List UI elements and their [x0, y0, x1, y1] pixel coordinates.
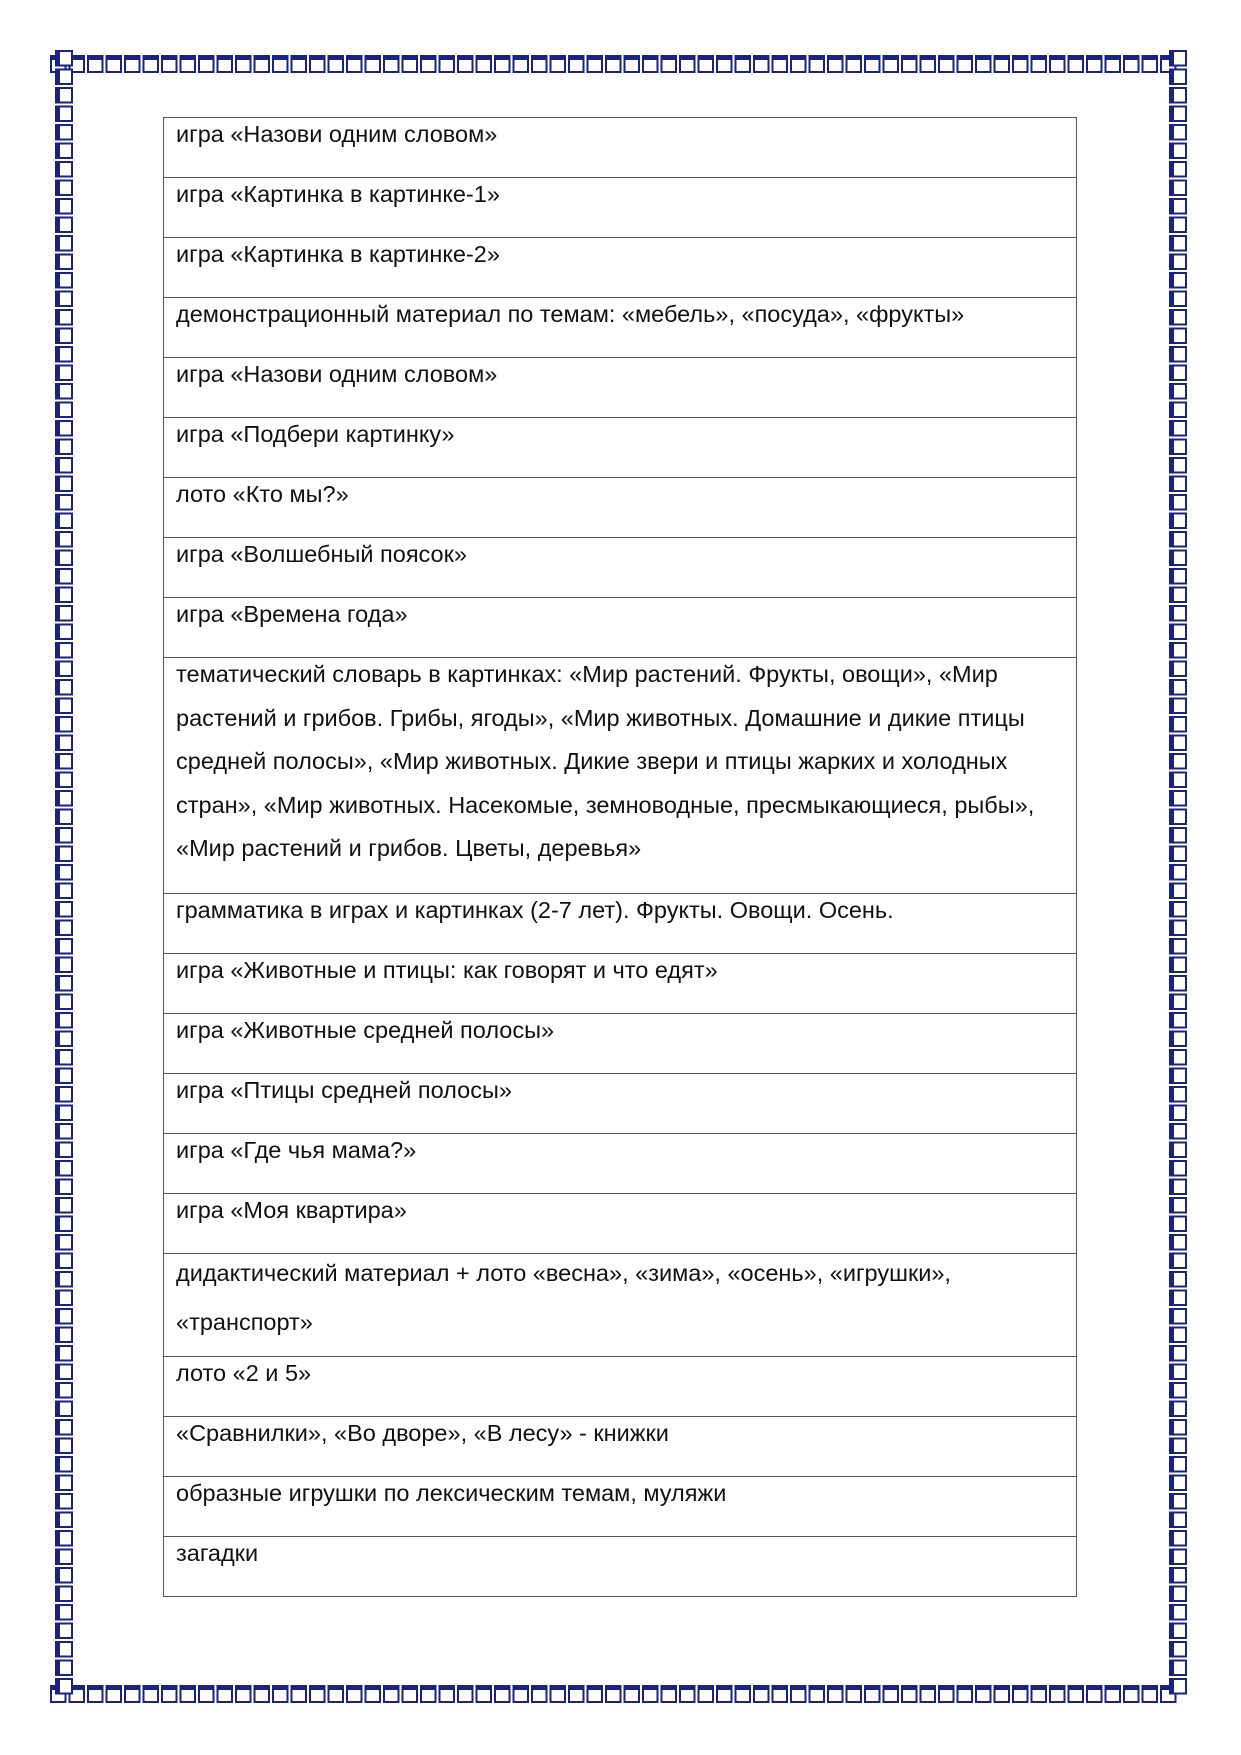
table-row	[164, 1194, 1077, 1254]
table-cell	[164, 178, 1077, 238]
materials-table	[163, 117, 1077, 1597]
table-row	[164, 418, 1077, 478]
cell-text: «Сравнилки», «Во дворе», «В лесу» - книжки	[176, 1420, 669, 1446]
table-row	[164, 894, 1077, 954]
table-row	[164, 1537, 1077, 1597]
cell-text: загадки	[176, 1540, 259, 1566]
table-row	[164, 238, 1077, 298]
decorative-border-top	[50, 50, 1192, 78]
table-row	[164, 298, 1077, 358]
table-cell	[164, 1194, 1077, 1254]
decorative-border-right	[1164, 50, 1192, 1708]
table-cell	[164, 358, 1077, 418]
table-row	[164, 1074, 1077, 1134]
table-row	[164, 118, 1077, 178]
cell-text: тематический словарь в картинках: «Мир растений. Фрукты, овощи», «Мир растений и грибов. Грибы, ягоды», «Мир животных. Домашние и дикие птицы средней полосы», «Мир животных. Дикие звери и птицы жарких и холодных стран», «Мир животных. Насекомые, земноводные, пресмыкающиеся, рыбы», «Мир растений и грибов. Цветы, деревья»	[176, 661, 1035, 861]
table-row	[164, 178, 1077, 238]
table-cell	[164, 238, 1077, 298]
table-cell	[164, 298, 1077, 358]
table-row	[164, 1417, 1077, 1477]
table-row	[164, 598, 1077, 658]
table-cell	[164, 1014, 1077, 1074]
table-row	[164, 1357, 1077, 1417]
cell-text: игра «Картинка в картинке-1»	[176, 181, 500, 207]
table-cell	[164, 1477, 1077, 1537]
table-row	[164, 358, 1077, 418]
cell-text: игра «Моя квартира»	[176, 1197, 407, 1223]
cell-text: игра «Подбери картинку»	[176, 421, 455, 447]
table-row	[164, 658, 1077, 894]
cell-text: игра «Картинка в картинке-2»	[176, 241, 500, 267]
table-row	[164, 1254, 1077, 1357]
table-row	[164, 954, 1077, 1014]
table-cell	[164, 598, 1077, 658]
cell-text: игра «Где чья мама?»	[176, 1137, 417, 1163]
table-cell	[164, 1537, 1077, 1597]
table-cell	[164, 1254, 1077, 1357]
cell-text: игра «Животные и птицы: как говорят и что едят»	[176, 957, 718, 983]
table-row	[164, 478, 1077, 538]
cell-text: игра «Времена года»	[176, 601, 408, 627]
cell-text: игра «Животные средней полосы»	[176, 1017, 555, 1043]
table-cell	[164, 658, 1077, 894]
cell-text: игра «Назови одним словом»	[176, 121, 498, 147]
cell-text: игра «Птицы средней полосы»	[176, 1077, 512, 1103]
cell-text: грамматика в играх и картинках (2-7 лет). Фрукты. Овощи. Осень.	[176, 897, 894, 923]
table-cell	[164, 894, 1077, 954]
table-row	[164, 1477, 1077, 1537]
table-row	[164, 538, 1077, 598]
decorative-border-bottom	[50, 1680, 1192, 1708]
table-cell	[164, 1074, 1077, 1134]
cell-text: лото «Кто мы?»	[176, 481, 349, 507]
table-cell	[164, 954, 1077, 1014]
table-cell	[164, 418, 1077, 478]
table-cell	[164, 1134, 1077, 1194]
cell-text: игра «Волшебный поясок»	[176, 541, 467, 567]
cell-text: лото «2 и 5»	[176, 1360, 312, 1386]
cell-text: демонстрационный материал по темам: «мебель», «посуда», «фрукты»	[176, 301, 965, 327]
table-row	[164, 1014, 1077, 1074]
table-row	[164, 1134, 1077, 1194]
table-cell	[164, 1357, 1077, 1417]
cell-text: игра «Назови одним словом»	[176, 361, 498, 387]
decorative-border-left	[50, 50, 78, 1708]
table-cell	[164, 118, 1077, 178]
cell-text: дидактический материал + лото «весна», «зима», «осень», «игрушки», «транспорт»	[176, 1260, 951, 1335]
cell-text: образные игрушки по лексическим темам, муляжи	[176, 1480, 727, 1506]
table-cell	[164, 478, 1077, 538]
table-cell	[164, 1417, 1077, 1477]
table-cell	[164, 538, 1077, 598]
